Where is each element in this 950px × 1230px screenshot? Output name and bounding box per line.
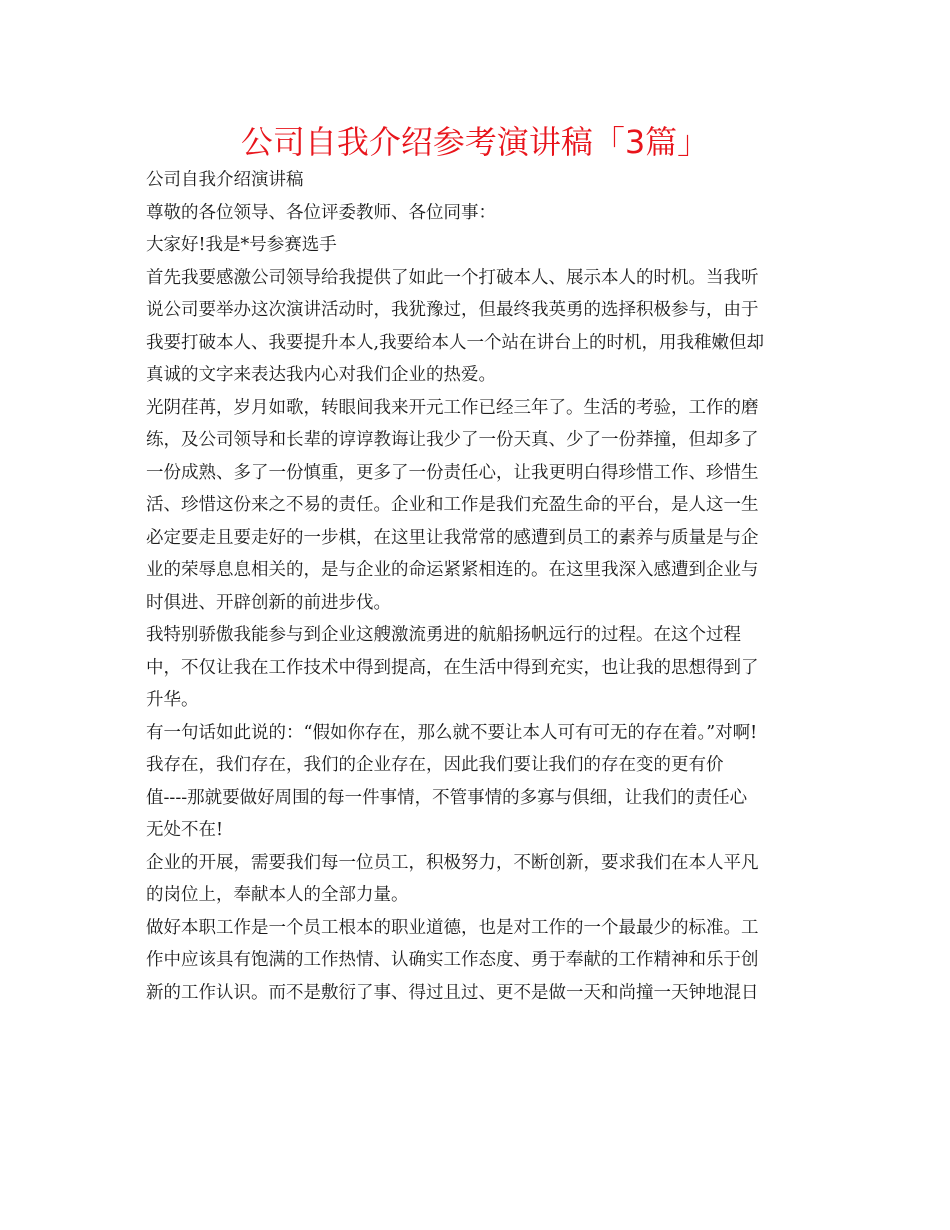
text-line: 的岗位上，奉献本人的全部力量。 [146,885,409,905]
text-line: 新的工作认识。而不是敷衍了事、得过且过、更不是做一天和尚撞一天钟地混日 [146,982,759,1003]
text-line: 作中应该具有饱满的工作热情、认确实工作态度、勇于奉献的工作精神和乐于创 [146,950,759,970]
text-line: 活、珍惜这份来之不易的责任。企业和工作是我们充盈生命的平台，是人这一生 [146,495,759,515]
text-line: 光阴荏苒，岁月如歌，转眼间我来开元工作已经三年了。生活的考验，工作的磨 [146,397,759,418]
text-line: 我要打破本人、我要提升本人,我要给本人一个站在讲台上的时机，用我稚嫩但却 [146,332,765,353]
text-line: 说公司要举办这次演讲活动时，我犹豫过，但最终我英勇的选择积极参与，由于 [146,300,759,320]
document-body [146,164,818,1009]
text-line: 做好本职工作是一个员工根本的职业道德，也是对工作的一个最最少的标准。工 [146,917,759,938]
text-line: 有一句话如此说的：“假如你存在，那么就不要让本人可有可无的存在着。”对啊! [146,722,758,743]
text-line: 时俱进、开辟创新的前进步伐。 [146,592,391,613]
text-line: 练，及公司领导和长辈的谆谆教诲让我少了一份天真、少了一份莽撞，但却多了 [146,430,759,450]
text-line: 真诚的文字来表达我内心对我们企业的热爱。 [146,365,496,385]
text-line: 升华。 [146,690,199,710]
text-line: 我特别骄傲我能参与到企业这艘激流勇进的航船扬帆远行的过程。在这个过程 [146,625,741,645]
page-title: 公司自我介绍参考演讲稿「3篇」 [240,123,710,161]
text-line: 大家好!我是*号参赛选手 [146,235,337,255]
text-line: 必定要走且要走好的一步棋，在这里让我常常的感遭到员工的素养与质量是与企 [146,527,759,548]
text-line: 企业的开展，需要我们每一位员工，积极努力，不断创新，要求我们在本人平凡 [146,852,759,873]
text-line: 无处不在! [146,820,224,840]
text-line: 中，不仅让我在工作技术中得到提高，在生活中得到充实，也让我的思想得到了 [146,657,759,678]
text-line: 公司自我介绍演讲稿 [146,170,304,190]
text-line: 我存在，我们存在，我们的企业存在，因此我们要让我们的存在变的更有价 [146,755,724,775]
text-line: 首先我要感激公司领导给我提供了如此一个打破本人、展示本人的时机。当我听 [146,267,759,288]
text-line: 值----那就要做好周围的每一件事情，不管事情的多寡与俱细，让我们的责任心 [146,787,748,808]
text-line: 尊敬的各位领导、各位评委教师、各位同事： [146,202,496,223]
text-line: 业的荣辱息息相关的，是与企业的命运紧紧相连的。在这里我深入感遭到企业与 [146,560,759,580]
text-line: 一份成熟、多了一份慎重，更多了一份责任心，让我更明白得珍惜工作、珍惜生 [146,462,759,483]
